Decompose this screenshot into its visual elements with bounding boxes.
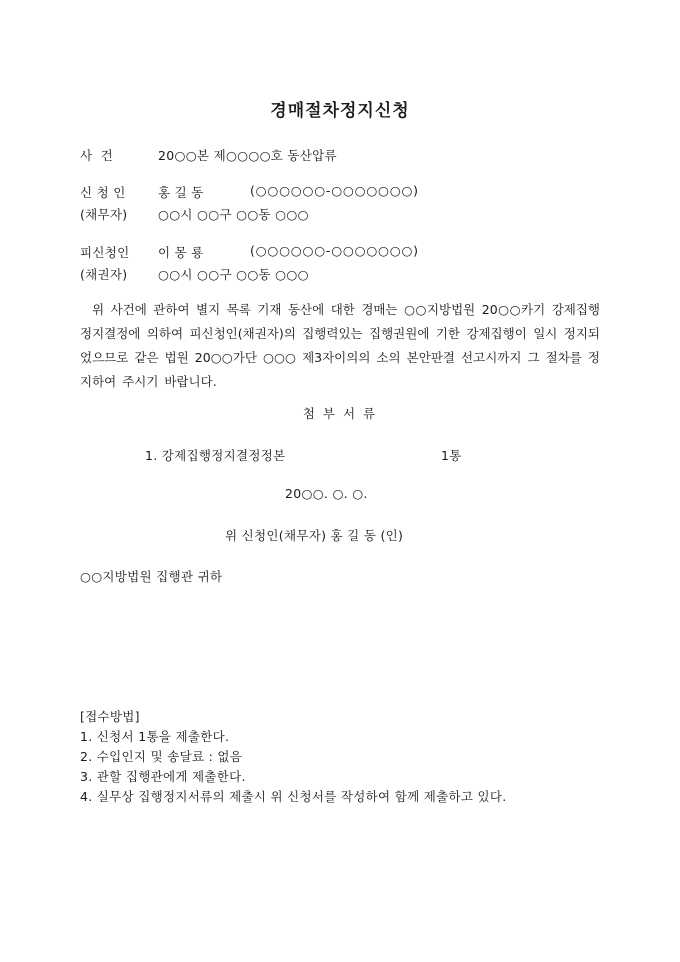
- attachments-heading: 첨 부 서 류: [302, 406, 378, 421]
- attachment-item-count: 1통: [441, 448, 462, 463]
- applicant-role: (채무자): [80, 207, 128, 222]
- applicant-label: 신 청 인: [80, 185, 126, 200]
- respondent-role: (채권자): [80, 267, 128, 282]
- submission-item: 4. 실무상 집행정지서류의 제출시 위 신청서를 작성하여 함께 제출하고 있다.: [80, 789, 507, 804]
- applicant-address: ○○시 ○○구 ○○동 ○○○: [158, 207, 309, 222]
- signature-line: 위 신청인(채무자) 홍 길 동 (인): [225, 528, 404, 543]
- attachment-item-label: 1. 강제집행정지결정정본: [145, 448, 286, 463]
- request-body-paragraph: 위 사건에 관하여 별지 목록 기재 동산에 대한 경매는 ○○지방법원 20○○카기 강제집행정지결정에 의하여 피신청인(채권자)의 집행력있는 집행권원에 기한 강제집행이 일시 정지되었으므로 같은 법원 20○○가단 ○○○ 제3자이의의 소의 본안판결 선고시까지 그 절차를 정지하여 주시기 바랍니다.: [80, 302, 600, 389]
- submission-item: 3. 관할 집행관에게 제출한다.: [80, 769, 246, 784]
- respondent-id-number: (○○○○○○-○○○○○○○): [250, 243, 419, 258]
- case-value: 20○○본 제○○○○호 동산압류: [158, 148, 337, 163]
- respondent-address: ○○시 ○○구 ○○동 ○○○: [158, 267, 309, 282]
- recipient-line: ○○지방법원 집행관 귀하: [80, 569, 223, 584]
- document-title: 경매절차정지신청: [270, 101, 410, 121]
- respondent-label: 피신청인: [80, 245, 130, 260]
- submission-heading: [접수방법]: [80, 709, 140, 724]
- submission-item: 2. 수입인지 및 송달료 : 없음: [80, 749, 243, 764]
- filing-date: 20○○. ○. ○.: [285, 486, 368, 501]
- applicant-id-number: (○○○○○○-○○○○○○○): [250, 183, 419, 198]
- submission-item: 1. 신청서 1통을 제출한다.: [80, 729, 230, 744]
- applicant-name: 홍 길 동: [158, 185, 204, 200]
- respondent-name: 이 몽 룡: [158, 245, 204, 260]
- case-label: 사 건: [80, 148, 114, 163]
